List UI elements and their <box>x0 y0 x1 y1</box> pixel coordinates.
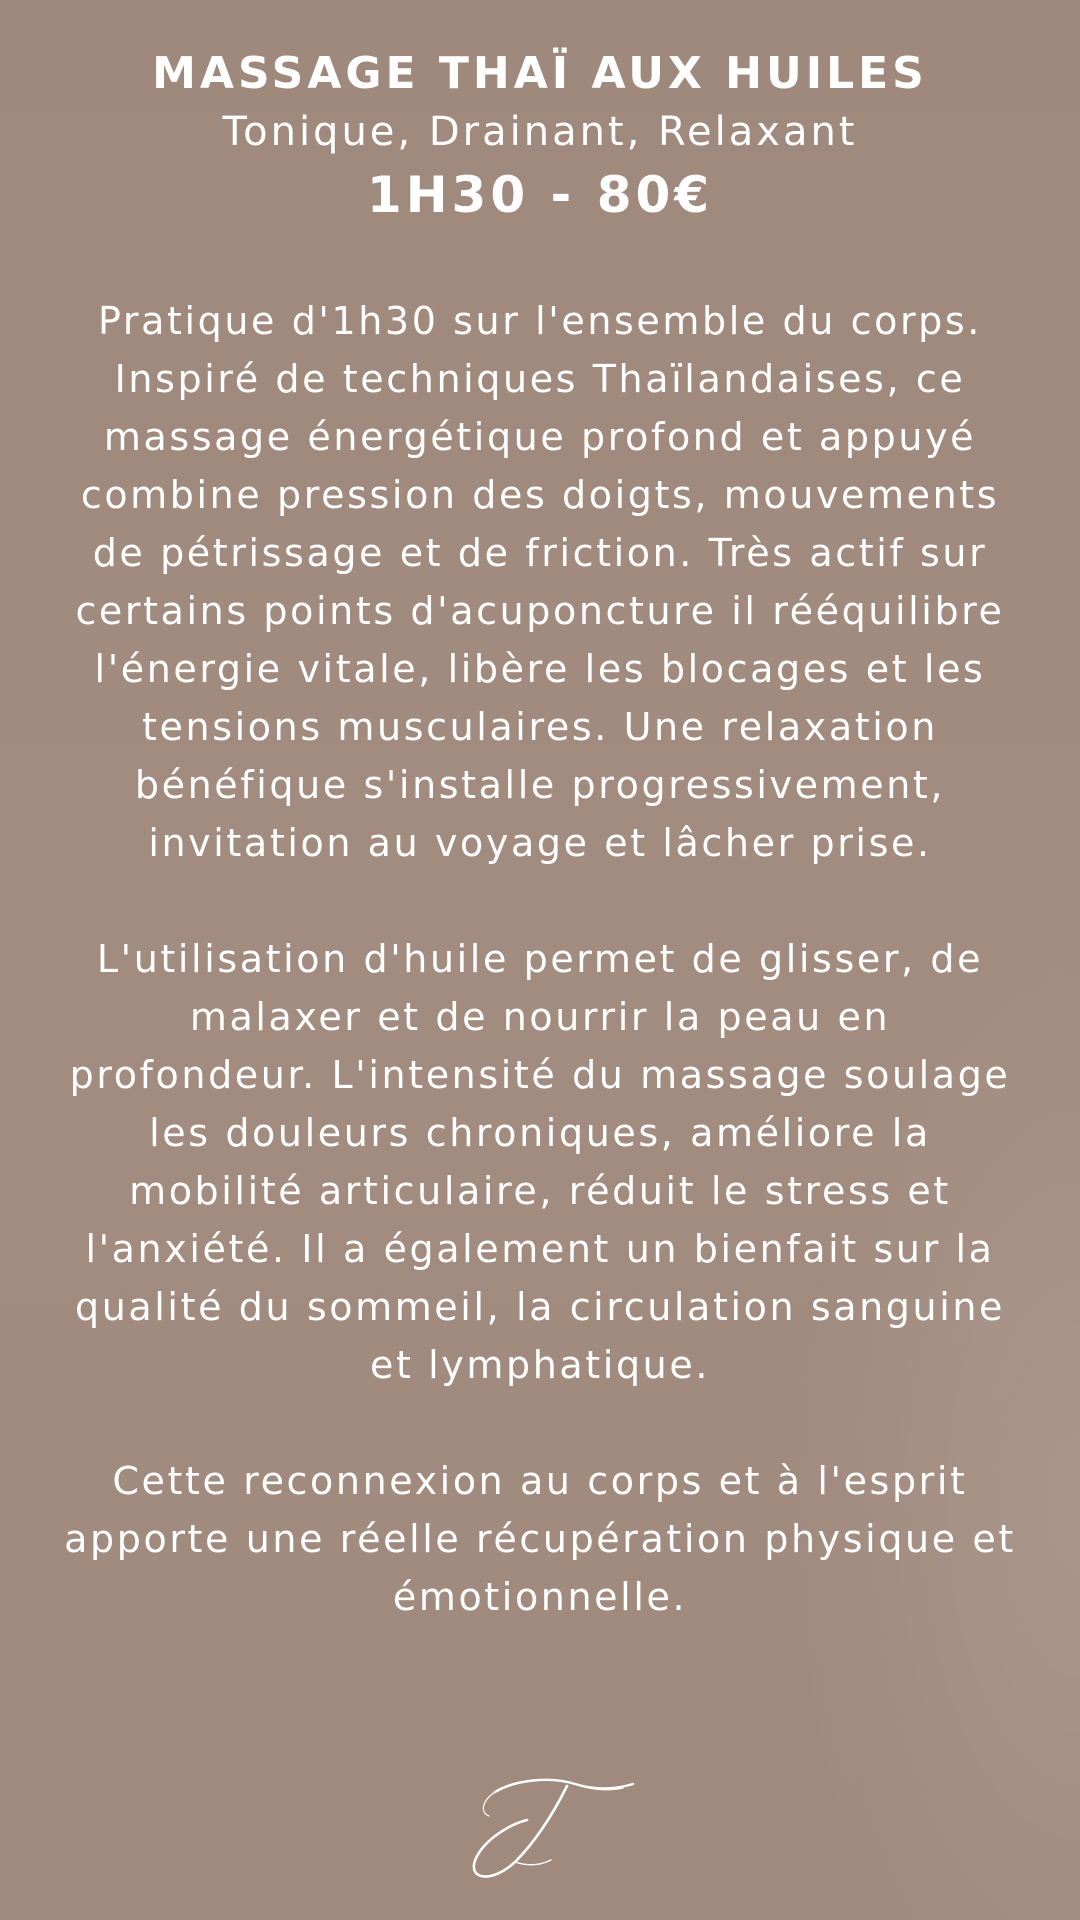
subtitle: Tonique, Drainant, Relaxant <box>222 109 858 155</box>
header <box>60 48 1020 226</box>
description-paragraph-2: L'utilisation d'huile permet de glisser, de malaxer et de nourrir la peau en profondeur. L'intensité du massage soulage les douleurs chroniques, améliore la mobilité articulaire, réduit le stress et l'anxiété. Il a également un bienfait sur la qualité du sommeil, la circulation sanguine et lymphatique. <box>69 937 1011 1387</box>
script-t-monogram-icon <box>455 1770 635 1885</box>
description-paragraph-3: Cette reconnexion au corps et à l'esprit apporte une réelle récupération physique et émotionnelle. <box>64 1459 1016 1619</box>
duration-price: 1H30 - 80€ <box>366 166 714 224</box>
page-title: MASSAGE THAÏ AUX HUILES <box>152 48 928 99</box>
description <box>60 292 1020 1684</box>
description-paragraph-1: Pratique d'1h30 sur l'ensemble du corps. Inspiré de techniques Thaïlandaises, ce massage énergétique profond et appuyé combine pression des doigts, mouvements de pétrissage et de friction. Très actif sur certains points d'acuponcture il rééquilibre l'énergie vitale, libère les blocages et les tensions musculaires. Une relaxation bénéfique s'installe progressivement, invitation au voyage et lâcher prise. <box>75 299 1005 865</box>
